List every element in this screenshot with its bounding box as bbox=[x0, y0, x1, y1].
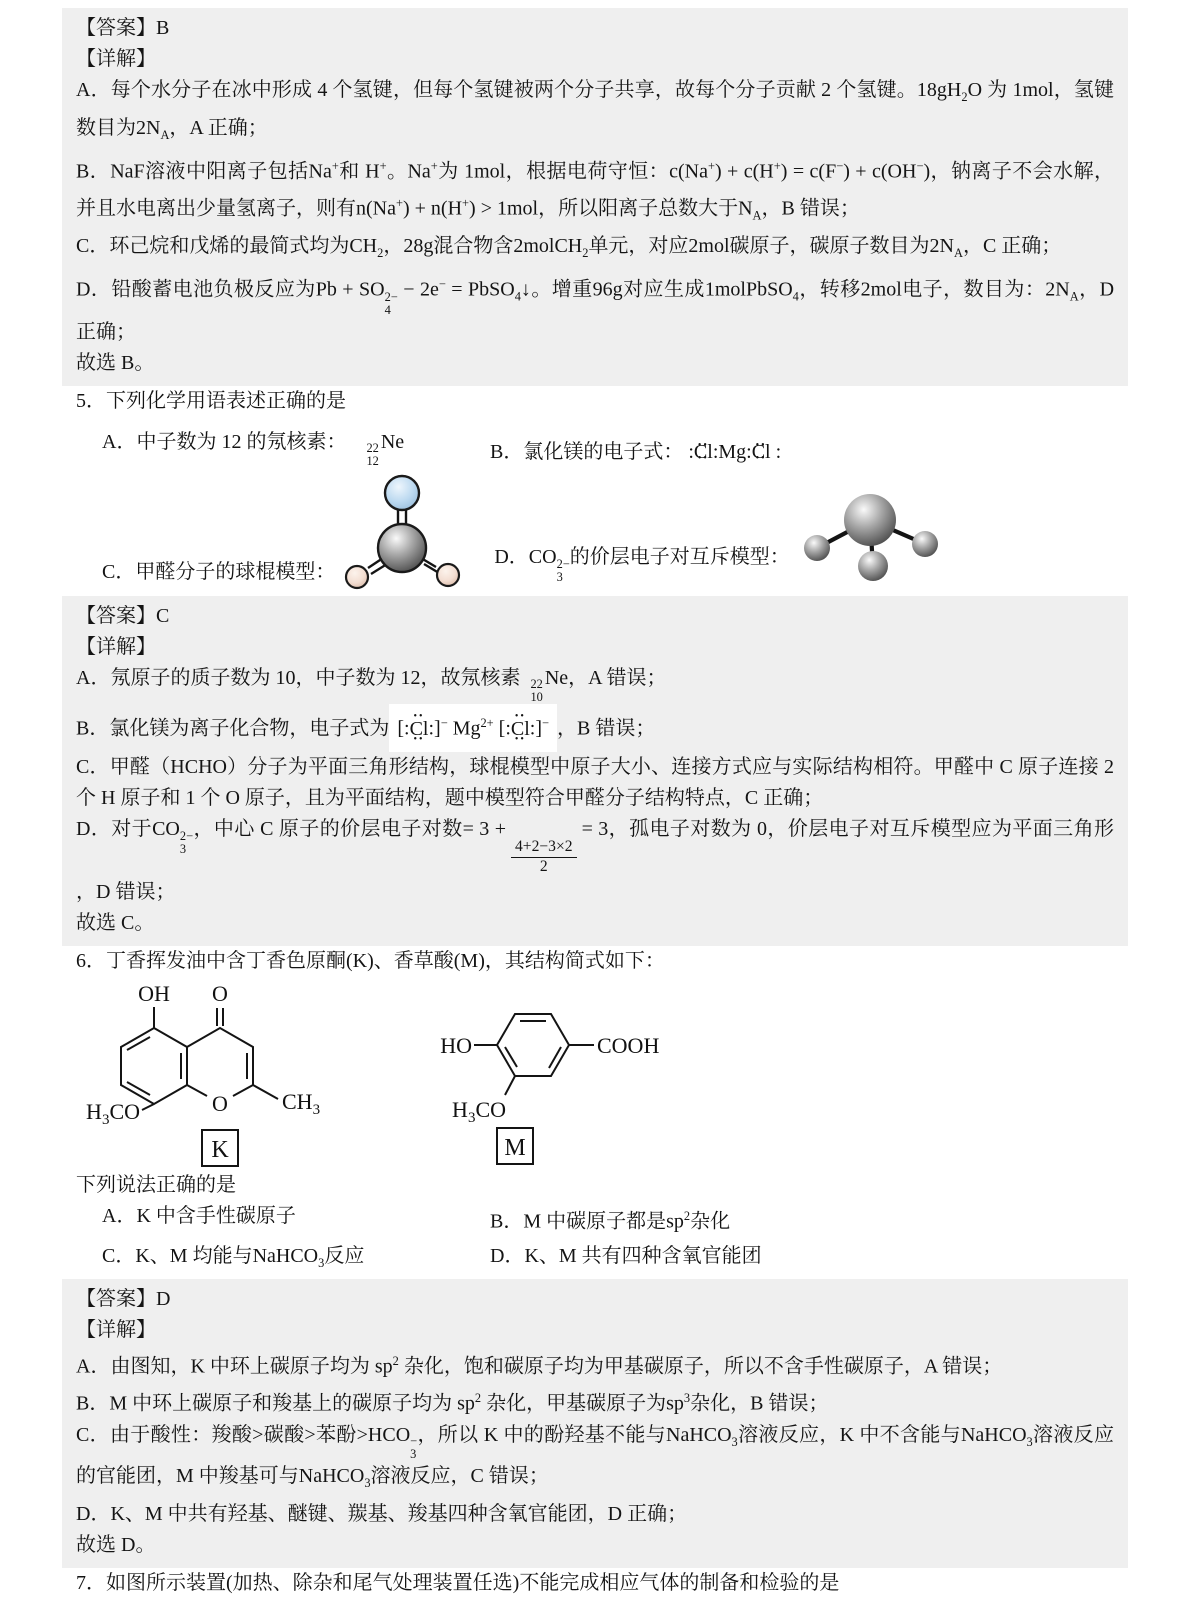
q6-option-b: B．M 中碳原子都是$sp^2$杂化 bbox=[490, 1208, 731, 1233]
outer-atom-right bbox=[912, 531, 938, 557]
explanation-b: B．M 中环上碳原子和羧基上的碳原子均为 $sp^2$ 杂化，甲基碳原子为$sp^3$杂化，B 错误； bbox=[76, 1390, 829, 1415]
q6-option-d: D．K、M 共有四种含氧官能团 bbox=[490, 1245, 762, 1268]
q6-option-a: A．K 中含手性碳原子 bbox=[102, 1204, 296, 1227]
q6-option-c: C．K、M 均能与NaHCO$_3$反应 bbox=[102, 1245, 365, 1271]
m-label-methoxy: $H_3CO$ bbox=[452, 1096, 506, 1126]
q5-option-d: D．CO 2− 3 的价层电子对互斥模型： bbox=[494, 546, 790, 584]
explanation-d: D．铅酸蓄电池负极反应为Pb + SO 2− 4 − 2e− = PbSO$_4$↓。增重96g对应生成1molPbSO$_4$，转移2mol电子，数目为：$2N_A$，D 正确； bbox=[76, 277, 1115, 343]
explanation-b: B．NaF溶液中阳离子包括Na+和 H+。Na+为 1mol，根据电荷守恒：c(Na+) + c(H+) = c(F−) + c(OH−)，钠离子不会水解，并且水电离出少量氢离子，则有n(Na+) + n(H+) > 1mol，所以阳离子总数大于$N_A$，B 错误； bbox=[76, 159, 1114, 223]
conclusion-line: 故选 C。 bbox=[76, 911, 155, 934]
explanation-c: C．甲醛（HCHO）分子为平面三角形结构，球棍模型中原子大小、连接方式应与实际结构相符。甲醛中 C 原子连接 2 个 H 原子和 1 个 O 原子，且为平面结构，题中模型符合甲醛分子结构特点，C 正确； bbox=[76, 755, 1114, 809]
k-tag: K bbox=[211, 1136, 229, 1163]
explanation-c: C．环己烷和戊烯的最简式均为$CH_2$，28g混合物含2molCH$_2$单元，对应2mol碳原子，碳原子数目为$2N_A$，C 正确； bbox=[76, 235, 1062, 261]
m-label-cooh: COOH bbox=[597, 1032, 660, 1058]
k-label-oh: OH bbox=[138, 980, 170, 1006]
hydrogen-atom-left bbox=[346, 566, 368, 588]
central-atom bbox=[844, 494, 896, 546]
explanation-c: C．由于酸性：羧酸>碳酸>苯酚>HCO − 3 ，所以 K 中的酚羟基不能与NaHCO$_3$溶液反应，K 中不含能与NaHCO$_3$溶液反应的官能团，M 中羧基可与NaHCO$_3$溶液反应，C 错误； bbox=[76, 1423, 1114, 1491]
answer-line: 【答案】B bbox=[76, 17, 170, 39]
q5-option-b: B．氯化镁的电子式： :•• Cl ••:Mg:•• Cl •• : bbox=[490, 427, 1114, 468]
oxygen-atom bbox=[385, 476, 419, 510]
k-label-ketone-o: O bbox=[212, 980, 228, 1006]
question-6-prompt: 下列说法正确的是 bbox=[76, 1173, 236, 1196]
answer-line: 【答案】D bbox=[76, 1288, 171, 1311]
k-bonds bbox=[121, 1007, 278, 1110]
q5-option-a: A．中子数为 12 的氖核素： 22 12 Ne bbox=[102, 430, 405, 468]
carbon-atom bbox=[378, 524, 426, 572]
explanation-b: B．氯化镁为离子化合物，电子式为 [:•• Cl ••:]− $Mg^{2+}$ [:•• Cl ••:]− ，B 错误； bbox=[76, 704, 1114, 752]
explanation-d: D．对于CO 2− 3 ，中心 C 原子的价层电子对数= 3 + $\frac{4+2-3\times 2}{2}$ = 3，孤电子对数为 0，价层电子对互斥模型应为平面三角形 ，D 错误； bbox=[76, 817, 1115, 903]
m-bonds bbox=[474, 1014, 594, 1095]
q5-options-row-cd bbox=[102, 472, 1114, 596]
question-7-title: 7．如图所示装置(加热、除杂和尾气处理装置任选)不能完成相应气体的制备和检验的是 bbox=[76, 1572, 840, 1595]
k-label-methoxy: $H_3CO$ bbox=[86, 1098, 140, 1128]
detail-label: 【详解】 bbox=[76, 48, 156, 70]
question-7 bbox=[62, 1568, 1128, 1599]
explanation-a: A．每个水分子在冰中形成 4 个氢键，但每个氢键被两个分子共享，故每个分子贡献 2 个氢键。$18gH_2O$ 为 1mol，氢键数目为$2N_A$，A 正确； bbox=[76, 79, 1115, 142]
answer-line: 【答案】C bbox=[76, 604, 170, 627]
m-label-ho: HO bbox=[440, 1032, 472, 1058]
conclusion-line: 故选 D。 bbox=[76, 1534, 156, 1557]
explanation-a: A．由图知，K 中环上碳原子均为 $sp^2$ 杂化，饱和碳原子均为甲基碳原子，所以不含手性碳原子，A 错误； bbox=[76, 1354, 1003, 1378]
outer-atom-left bbox=[804, 535, 830, 561]
structure-m-icon bbox=[412, 980, 697, 1170]
explanation-a: A．氖原子的质子数为 10，中子数为 12，故氖核素 22 10 Ne，A 错误； bbox=[76, 666, 667, 705]
outer-atom-bottom bbox=[858, 551, 888, 581]
formaldehyde-ball-stick-model-icon bbox=[340, 472, 470, 596]
question-6-title: 6．丁香挥发油中含丁香色原酮(K)、香草酸(M)，其结构简式如下： bbox=[76, 949, 665, 972]
q6-structures bbox=[76, 980, 1114, 1170]
vsepr-model-icon bbox=[795, 482, 945, 596]
detail-label: 【详解】 bbox=[76, 1319, 156, 1342]
question-5 bbox=[62, 386, 1128, 596]
question-6 bbox=[62, 946, 1128, 1280]
answer-block-q5 bbox=[62, 596, 1128, 946]
k-label-methyl: $CH_3$ bbox=[282, 1088, 321, 1118]
answer-block-q4 bbox=[62, 8, 1128, 386]
q5-option-c: C．甲醛分子的球棍模型： bbox=[102, 560, 336, 583]
q5-options-row-ab bbox=[102, 427, 1114, 468]
structure-k-icon bbox=[76, 980, 386, 1170]
k-label-ring-o: O bbox=[212, 1090, 228, 1116]
hydrogen-atom-right bbox=[437, 564, 459, 586]
answer-block-q6 bbox=[62, 1279, 1128, 1568]
detail-label: 【详解】 bbox=[76, 635, 156, 658]
conclusion-line: 故选 B。 bbox=[76, 351, 155, 374]
m-tag: M bbox=[504, 1134, 526, 1161]
q6-options bbox=[102, 1201, 1114, 1280]
explanation-d: D．K、M 中共有羟基、醚键、羰基、羧基四种含氧官能团，D 正确； bbox=[76, 1503, 688, 1526]
question-5-title: 5．下列化学用语表述正确的是 bbox=[76, 389, 346, 412]
